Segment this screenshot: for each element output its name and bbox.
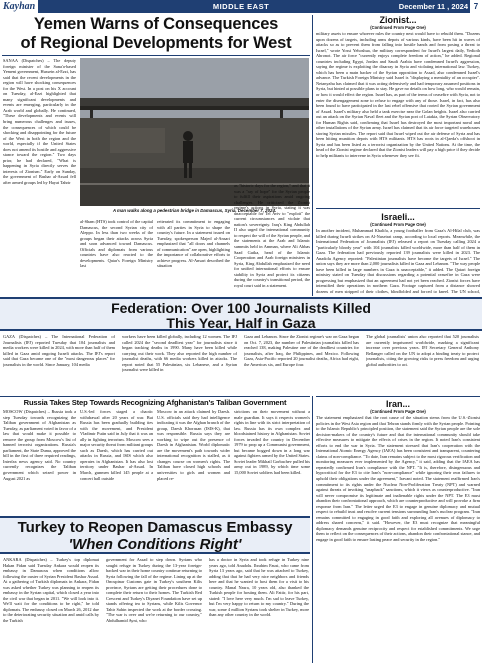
- article-yemen-headline: [2, 15, 310, 52]
- article-yemen-col2: al-Sham (HTS) took control of the capital Damascus, the second Syrian city of Aleppo. In less than two weeks of the groups began their attacks across Syria and soon advanced toward Damascus. Officials and diplomats from various countries have also reacted to the developments. Qatar's Foreign Ministry last: [80, 219, 153, 269]
- article-federation-headline: [0, 297, 482, 331]
- article-turkey-col2: government for Assad to step down. Syrians who sought refuge in Turkey during the 13-year foreign-backed war in their home country continue returning to Syria following the fall of the regime. Lining up at the Oncupinar Customs gate in Turkey's southern Kilis province, Syrians are getting their procedures done to complete their return to their homes. The Turkish Red Crescent and Turkey's Diyanet Foundation have set up stands offering tea to Syrians, while Kilis Governor Tahir Sahin inspected the work at the border crossing. "The war is over and we're returning to our country," Abdulhamid Ayni, who: [106, 557, 202, 624]
- article-turkey-col1: ANKARA (Dispatches) – Turkey's top diplomat Hakan Fidan said Tuesday Ankara would reopen its embassy in Damascus when conditions allow following the ouster of Syrian President Bashar Assad. At a gathering of Turkish diplomats in Ankara, Fidan was asked whether Turkey was planning to reopen its embassy in the Syrian capital, which closed a year into the civil war that began in 2011. "We will look into it. We'll wait for the conditions to be right," he told diplomats. The embassy closed on March 26, 2012 due to the deteriorating security situation and amid calls by the Turkish: [3, 557, 99, 624]
- article-federation-col3: Gaza and Lebanon. Since the Zionist regime's war on Gaza began on Oct. 7, 2023, the number of Palestinian journalists killed has reached 138, making Palestine one of the deadliest countries for journalists, after Iraq, the Philippines, and Mexico. Following Gaza, Asia-Pacific reported 20 journalist deaths, Africa had eight, the Americas six, and Europe four.: [244, 334, 359, 367]
- headline-line: This Year, Half in Gaza: [166, 315, 316, 331]
- article-federation-col2: workers have been killed globally, including 12 women. The IFJ called 2024 the "second deadliest year" for journalists since it began tracking deaths in 1990. Many have been killed while carrying out their work. They also reported the high number of journalist deaths, with 66 media workers killed in attacks. The report noted that 55 Palestinian, six Lebanese, and a Syrian journalist were killed in: [122, 334, 237, 373]
- sidebar-iran-title: Iran...: [385, 399, 410, 409]
- article-russia-col2: U.S.-led forces staged a chaotic withdrawal after 20 years of war. But Russia has been gradually building ties with the movement, and President Vladimir Putin said in July that it was an ally in fighting terrorism. Moscow sees a major security threat from militant groups such as Daesh, which has carried out attacks in Russia, and ISIS which also operates in Afghanistan. It has also lost territory under Bashar al-Assad. In March, gunmen killed 145 people at a concert hall outside: [80, 409, 153, 481]
- sidebar-zionist-body: military assets to ensure whoever rules the country next would have to rebuild them. "Dozens upon dozens of targets, including arms depots of various kinds, have been hit in waves of attacks so as to prevent them from falling into hostile hands and from posing a threat to Israel," wrote Yossi Yehoshua, the military correspondent for Israel's largest daily, Yedioth Ahronot. The air force "currently enjoys complete freedom of action," he added. Regional countries including Egypt, Jordan and Saudi Arabia have condemned Israel's aggression, saying the regime is exploiting the disarray in Syria and violating international law. Turkey, which has been a main backer of the Syrian opposition to Assad, also condemned Israel's advance. The Turkish Foreign Ministry said Israel is "displaying a mentality of an occupier". Netanyahu has claimed that it was acting defensively and had temporary assumed positions in Syria, but hinted at possible plans to stay. He gave no details on how long, who would remain, or how it would effect the region. Israel has, as part of the terms of ceasefire with Syria, not to enter the disengagement zone to refuse to engage with any of those. Israel, in fact, has also been found to have participated in the last rebel offensive that rooted the Syrian government of Assad. Israel's military also held a tank exercise near the Golan heights. Israel also carried out an attack on the Syrian Naval fleet and the Syrian port of Latakia, the Syrian Observatory for Human Rights said, confirming that Israel has destroyed the most important naval and other installations of the Syrian army. Israel has claimed that its air force targeted warehouses storing Syrian missiles. The report said that Israel wiped out the air defense of Syria and has been hitting munition depots with HTS militants. HTS has roots in al-Qaeda's offshoot in Syria and has been listed as a terrorist organization by the United Nations. At the time, the head of the Zionist regime declared that the Zionist leaders will pay a high price if they decide to help militants to intervene in Syria whenever they see fit.: [316, 31, 480, 159]
- article-turkey-headline: [0, 516, 310, 554]
- article-russia-col4: strictions on their movement without a male guardian. It says it respects women's rights in line with its strict interpretation of law. Russia has its own complex and bloodstained history in Afghanistan. Soviet forces invaded the country in December 1979 to prop up a Communist government, but became bogged down in a long war against fighters armed by the United States. Soviet leader Mikhail Gorbachev pulled his army out in 1989, by which time some 15,000 Soviet soldiers had been killed.: [234, 409, 310, 476]
- sidebar-iran-continued: (Continued From Page One): [370, 409, 426, 414]
- article-yemen-col3: reiterated its commitment to engaging with all parties in Syria to shape the country's future. In a statement issued on Tuesday, spokesperson Majed al-Ansari emphasized that "all doors and channels of communication" are open, highlighting the importance of collaborative efforts to achieve progress. Al-Ansari described the situation: [157, 219, 230, 269]
- column-divider: [312, 396, 313, 663]
- article-russia-col3: Moscow in an attack claimed by Daesh. U.S. officials said they had intelligence indicating it was the Afghan branch of the group, Daesh Khorasan (ISIS-K), that was responsible. Russia says they are working to wipe out the presence of Daesh in Afghanistan. World diplomatic are the movement's path towards wider international recognition is stalled, as it changes course on women's rights. The Taliban have closed high schools and universities to girls and women and placed re-: [157, 409, 230, 481]
- divider: [0, 396, 310, 397]
- section-title: MIDDLE EAST: [212, 2, 270, 11]
- sidebar-iran-body: The statement emphasized that the root cause of the situation stems from the U.S.-Zionist policies in the West Asia region and that Tehran stands firmly with the Syrian people. Pointing to the Islamic Republic's principled position, the statement said the Syrian people are the sole decision-makers of the country's future and that the international community should take effective measures to mitigate the effects of crises in the region. It noted Iran's consistent efforts to end the war in Syria. The statement stressed that Iran's cooperation with the International Atomic Energy Agency (IAEA) has been consistent and transparent, countering claims of non-compliance. "To date, Iran remains subject to the most rigorous verification and monitoring measures ever implemented by the Agency," it said, adding that the IAEA has repeatedly confirmed Iran's compliance with the NPT. "It is, therefore, disingenuous and hypocritical for the E3 to cite Iran's "non-compliance" while ignoring their own failures to uphold their obligations under the agreement," Iravani noted. The statement reaffirmed Iran's commitment to its rights under the Nuclear Non-Proliferation Treaty (NPT) and warned against threats of invoking "snapback" sanctions, which it views as counterproductive. "Iran will never compromise its legitimate and inalienable rights under the NPT. The E3 must abandon their confrontational approach, which are counterproductive and will provoke a firm response from Iran." The letter urged the E3 to engage in genuine diplomacy and mutual respect to rebuild trust and resolve current tensions surrounding Iran's nuclear program. "Iran remains committed to engaging in good faith and exploring all avenues of diplomacy to address shared concerns," it said. "However, the E3 must recognize that meaningful diplomacy demands genuine reciprocity and respect for established commitments. We urge them to reflect on the consequences of their actions, abandon their confrontational stance, and engage in good faith to ensure lasting peace and security in the region.": [316, 415, 480, 543]
- page-number: 7: [470, 0, 482, 13]
- column-divider: [312, 15, 313, 296]
- sidebar-israeli-body: In another incident, Muhammad Khalifa, a young footballer from Gaza's Al-Hilal club, was killed during Israeli strikes on Al-Nuseirat camp, according to local reports. Meanwhile, the International Federation of Journalists (IFJ) released a report on Tuesday calling 2024 a "particularly bloody year" with 104 journalists killed worldwide, more than half of them in Gaza. The federation had previously reported 139 journalists were killed in 2023. The Anadolu Agency reported: "Palestinian journalists have become the targets of Israel." The union says they are more than 2,000 journalists killed in Gaza and Lebanon. "The way people have been killed in large numbers in Gaza is unacceptable," it added. The Qatari foreign ministry stated on Tuesday that discussions regarding a potential ceasefire in Gaza were progressing but emphasized that an agreement had not yet been reached. Zionist forces have intensified their operations in northern Gaza. Footage captured from a distance showed dozens of men stripped of their clothes, blindfolded and forced to kneel. The UN school,: [316, 228, 480, 295]
- divider: [316, 396, 480, 397]
- article-yemen-col1: SANAA (Dispatches) – The deputy foreign minister of the Sana'a-based Yemeni government, Hussein al-Ezzi, has said that the recent developments in the region will have shocking consequences for the West. In a post on his X account on Tuesday, al-Ezzi highlighted that many significant developments and events are emerging, particularly in the Arab world and globally. He continued, "These developments and events will bring numerous challenges and issues, the consequences of which could be shocking and disappointing for the future of the West in both the region and the world, especially if the United States does not amend its hostile and aggressive stance toward the region." Two days prior, he had declared, "What is happening in Syria directly serves the interests of Zionism." Early on Sunday, the government of Bashar al-Assad fell after armed groups led by Hayat Tahrir: [3, 58, 76, 186]
- sidebar-israeli-title: Israeli...: [381, 212, 415, 222]
- page-header: [0, 0, 482, 13]
- divider: [2, 55, 310, 56]
- article-turkey-col3: has a doctor in Syria and took refuge in Turkey nine years ago, told Anadolu. Ibrahim Faust, who came from Syria 13 years ago, said that he was attached to Turkey, adding that that he had very nice neighbors and friends here and that he wanted to host them for a visit to his country. Manal Nasra, 10 years old, also thanked the Turkish people for hosting them. Ali Fattir, for his part, stated: "I love here very much. I'm sad to leave Turkey, but I'm very happy to return to my country." During the war, some 4 million Syrians took shelter in Turkey, more than any other country in the world.: [209, 557, 309, 618]
- article-federation-col1: GAZA (Dispatches) – The International Federation of Journalists (IFJ) reported Tuesday that 104 journalists and media workers were killed in 2024, with more than half of them killed in Gaza amid ongoing Israeli attacks. The IFJ's report said that Gaza became one of the "most dangerous places" for journalists in the world. Since January, 104 media: [3, 334, 115, 367]
- article-federation-col4: The global journalists' union also reported that 520 journalists are currently imprisoned worldwide, marking a significant increase over previous years. IFJ Secretary General Anthony Bellanger called on the UN to adopt a binding treaty to protect journalists, citing the growing risks to press freedom and urging global authorities to act.: [366, 334, 479, 367]
- article-russia-col1: MOSCOW (Dispatches) – Russia took a step Tuesday towards recognizing the Taliban government of Afghanistan as Tuesday, as parliament voted in favor of a law that would make it possible to remove the group from Moscow's list of banned terrorist organizations. Russia's parliament, the State Duma, approved the bill in the first of three required readings, Interfax news agency said. No country currently recognizes the Taliban government which seized power in August 2021 as: [3, 409, 76, 481]
- article-yemen-col4: as "historic days for the region," and that it was a "ray of hope" for the Syrian people to fulfill their aspirations amid ongoing challenges. He criticized the Zionist regime's actions in Syria, stating it was unacceptable for Tel Aviv to "exploit" the current circumstances and violate that nation's sovereignty. Iraq's King Abdullah II also urged the international community to respect the will of the Syrian people, and the statements at the Arab and Islamic summits held in Amman, where Ali Abbas Saad Gutka, head of the Islamic Cooperation and Arab foreign ministers in Syria, King Abdullah emphasized the need for unified international efforts to ensure stability in Syria and protect its citizens during the country's transitional period, the royal court said in a statement.: [234, 183, 310, 288]
- masthead-logo: Kayhan: [0, 0, 38, 13]
- headline-line: Turkey to Reopen Damascus Embassy: [17, 519, 293, 536]
- article-russia-headline: Russia Takes Step Towards Recognizing Afghanistan's Taliban Government: [23, 398, 287, 407]
- sidebar-zionist-continued: (Continued From Page One): [370, 25, 426, 30]
- article-yemen-col1-cont: [3, 228, 76, 296]
- headline-line: 'When Conditions Right': [68, 535, 242, 553]
- headline-line: Yemen Warns of Consequences: [33, 15, 279, 33]
- photo-caption: A man walks along a pedestrian bridge in Damascus, Syria, December 7, 2024.: [112, 208, 277, 213]
- headline-line: Federation: Over 100 Journalists Killed: [111, 300, 371, 316]
- headline-line: of Regional Developments for West: [20, 33, 292, 52]
- sidebar-israeli-continued: (Continued From Page One): [370, 222, 426, 227]
- divider: [316, 208, 480, 209]
- sidebar-zionist-title: Zionist...: [379, 15, 417, 25]
- issue-date: December 11 , 2024: [398, 2, 468, 11]
